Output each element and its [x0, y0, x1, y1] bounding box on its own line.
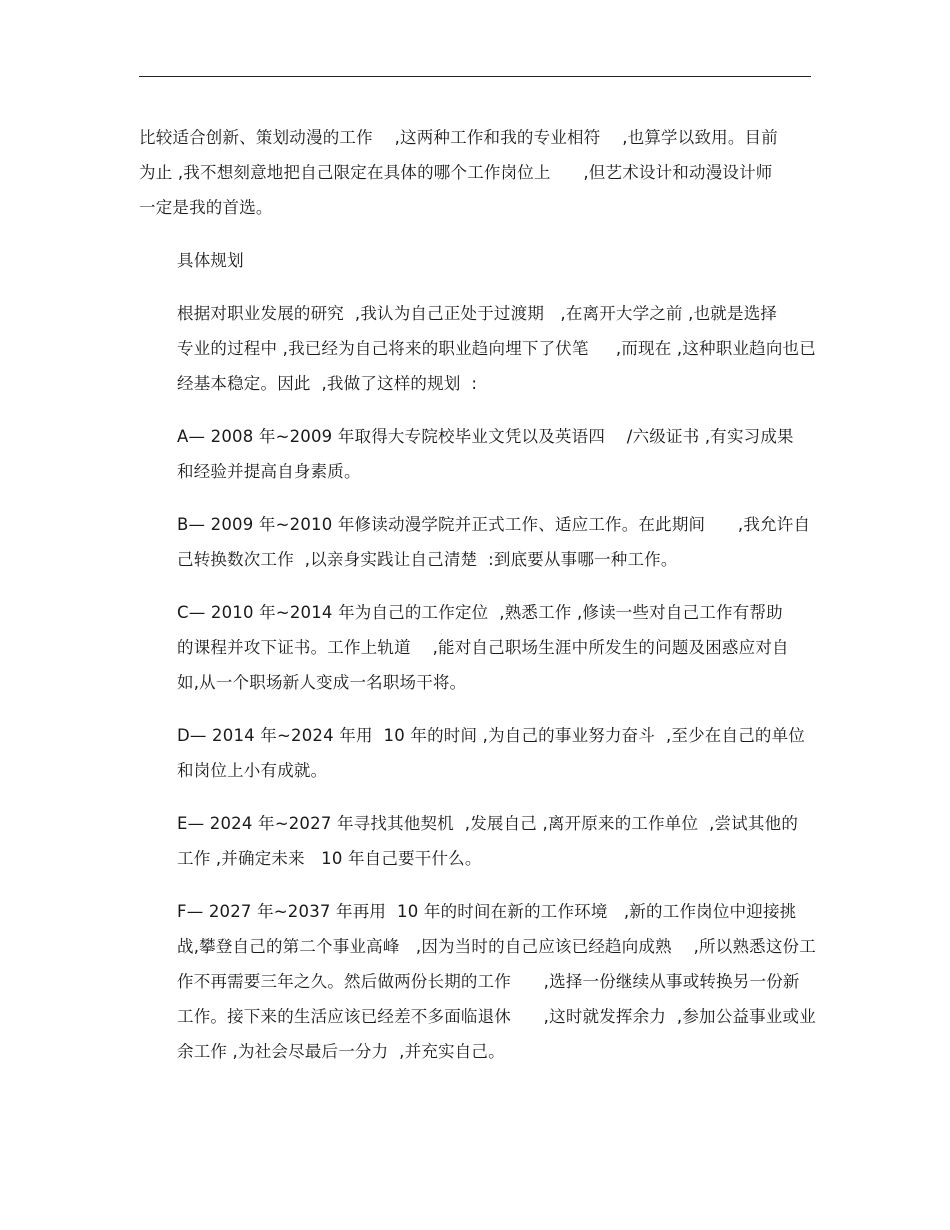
text-line: 比较适合创新、策划动漫的工作 ,这两种工作和我的专业相符 ,也算学以致用。目前 [139, 128, 778, 147]
text-line: B— 2009 年~2010 年修读动漫学院并正式工作、适应工作。在此期间 ,我允许自 [177, 515, 811, 534]
paragraph [139, 595, 811, 700]
text-line: 己转换数次工作 ,以亲身实践让自己清楚 :到底要从事哪一种工作。 [177, 550, 678, 569]
text-line: 专业的过程中 ,我已经为自己将来的职业趋向埋下了伏笔 ,而现在 ,这种职业趋向也已 [177, 339, 816, 358]
text-line: A— 2008 年~2009 年取得大专院校毕业文凭以及英语四 /六级证书 ,有实习成果 [177, 427, 794, 446]
text-line: D— 2014 年~2024 年用 10 年的时间 ,为自己的事业努力奋斗 ,至少在自己的单位 [177, 726, 806, 745]
text-line: 和经验并提高自身素质。 [177, 462, 361, 481]
text-line: E— 2024 年~2027 年寻找其他契机 ,发展自己 ,离开原来的工作单位 ,尝试其他的 [177, 814, 799, 833]
text-line: 根据对职业发展的研究 ,我认为自己正处于过渡期 ,在离开大学之前 ,也就是选择 [177, 304, 778, 323]
text-line: 作不再需要三年之久。然后做两份长期的工作 ,选择一份继续从事或转换另一份新 [177, 972, 800, 991]
paragraph [139, 296, 816, 401]
document-body [139, 120, 816, 1087]
paragraph [139, 120, 811, 225]
text-line: C— 2010 年~2014 年为自己的工作定位 ,熟悉工作 ,修读一些对自己工作有帮助 [177, 603, 783, 622]
paragraph [139, 894, 816, 1069]
paragraph [139, 419, 811, 489]
text-line: 战,攀登自己的第二个事业高峰 ,因为当时的自己应该已经趋向成熟 ,所以熟悉这份工 [177, 937, 816, 956]
text-line: 经基本稳定。因此 ,我做了这样的规划 : [177, 374, 478, 393]
text-line: 一定是我的首选。 [139, 198, 273, 217]
text-line: 如,从一个职场新人变成一名职场干将。 [177, 673, 467, 692]
paragraph [139, 718, 811, 788]
text-line: 的课程并攻下证书。工作上轨道 ,能对自己职场生涯中所发生的问题及困惑应对自 [177, 638, 789, 657]
text-line: 余工作 ,为社会尽最后一分力 ,并充实自己。 [177, 1042, 505, 1061]
text-line: 工作 ,并确定未来 10 年自己要干什么。 [177, 849, 482, 868]
section-heading [139, 243, 811, 278]
paragraph [139, 806, 811, 876]
text-line: 和岗位上小有成就。 [177, 761, 328, 780]
text-line: F— 2027 年~2037 年再用 10 年的时间在新的工作环境 ,新的工作岗位中迎接挑 [177, 902, 797, 921]
header-divider [139, 76, 811, 77]
text-line: 为止 ,我不想刻意地把自己限定在具体的哪个工作岗位上 ,但艺术设计和动漫设计师 [139, 163, 773, 182]
paragraph [139, 507, 811, 577]
text-line: 具体规划 [177, 251, 244, 270]
text-line: 工作。接下来的生活应该已经差不多面临退休 ,这时就发挥余力 ,参加公益事业或业 [177, 1007, 816, 1026]
